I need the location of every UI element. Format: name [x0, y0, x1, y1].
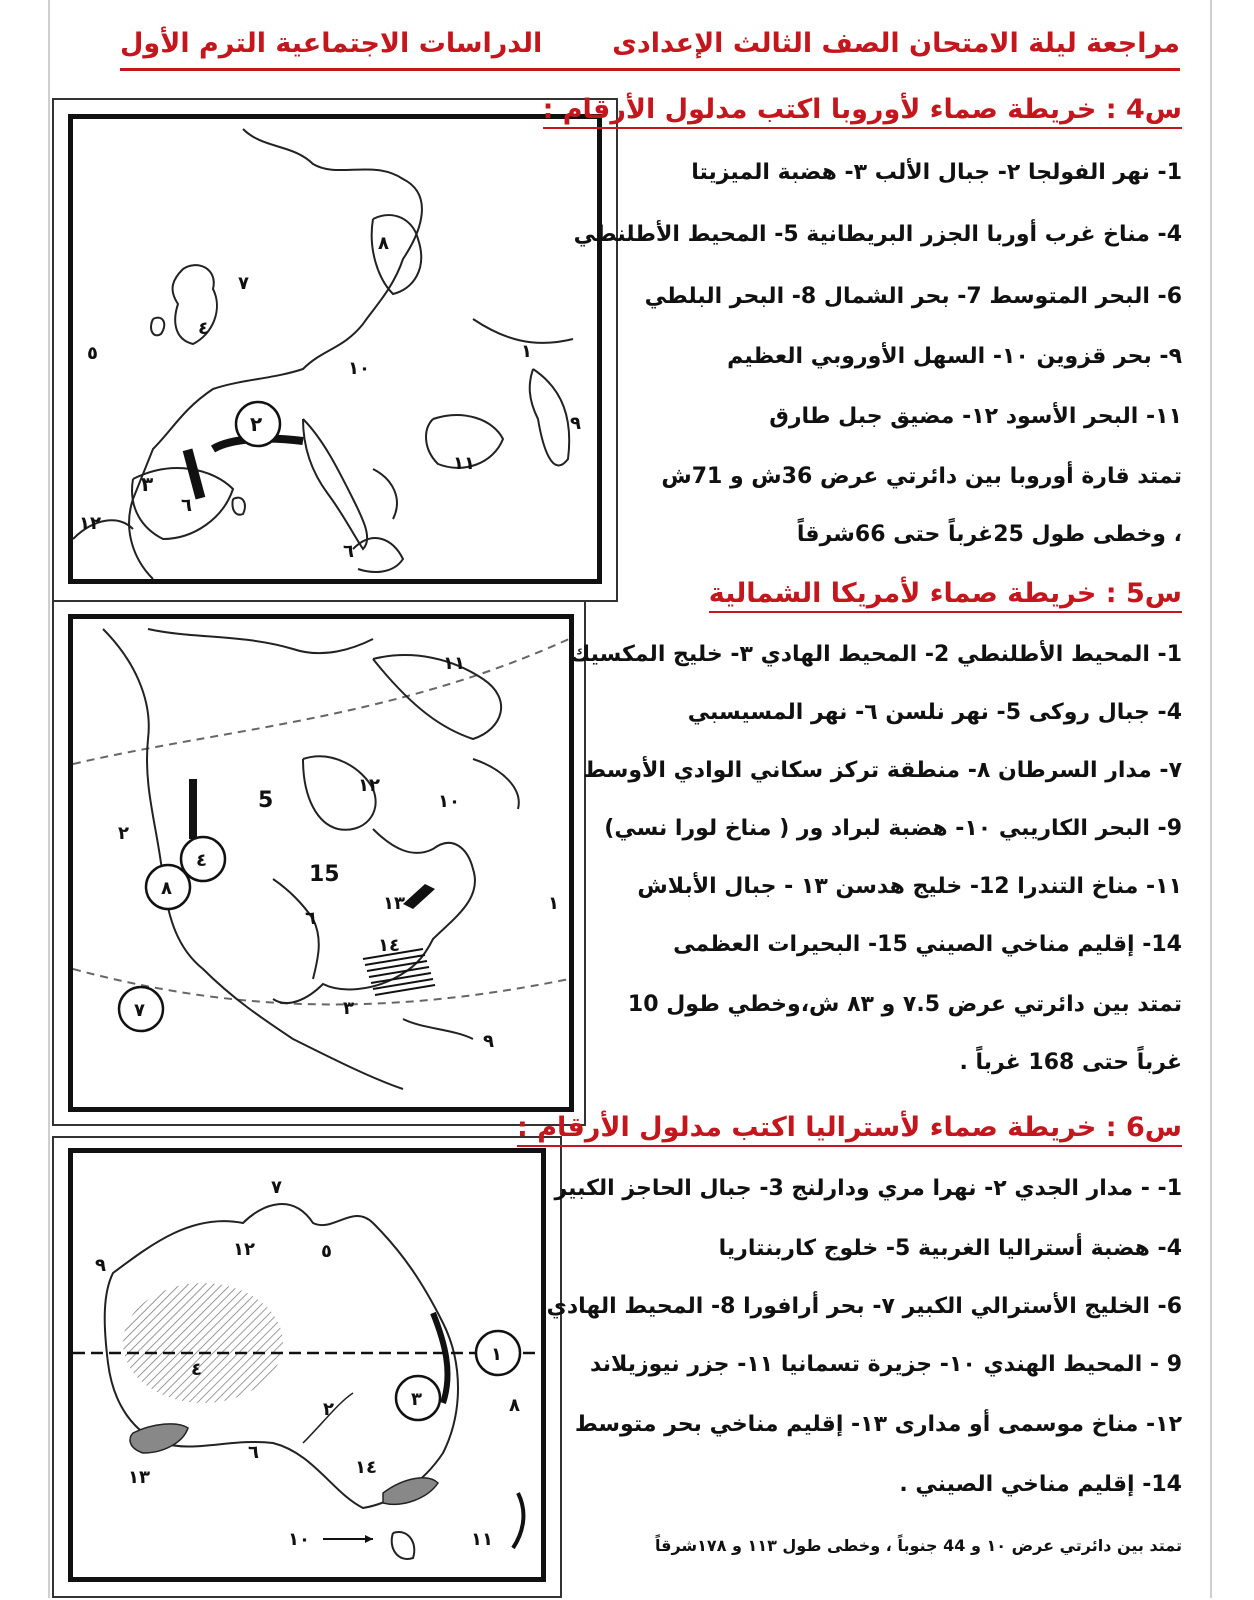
aus-map-label-7: ٧ [271, 1177, 282, 1198]
section4-title: س4 : خريطة صماء لأوروبا اكتب مدلول الأرقام : [543, 94, 1182, 129]
europe-map-label-5: ٥ [87, 343, 98, 364]
section6-line-6: 14- إقليم مناخي الصيني . [899, 1472, 1182, 1497]
na-map-label-15: 15 [309, 862, 340, 887]
europe-map-label-4: ٤ [198, 318, 209, 339]
australia-map-drawing [73, 1153, 541, 1577]
aus-map-label-13: ١٣ [128, 1467, 150, 1488]
europe-map-label-9: ٩ [570, 413, 581, 434]
section4-line-6: تمتد قارة أوروبا بين دائرتي عرض 36ش و 71ش [661, 464, 1182, 489]
aus-map-label-3: ٣ [411, 1389, 422, 1410]
section5-line-2: 4- جبال روكى 5- نهر نلسن ٦- نهر المسيسبي [687, 700, 1182, 725]
europe-map-label-3: ٣ [141, 472, 154, 496]
aus-map-label-1: ١ [491, 1344, 502, 1365]
section6-line-2: 4- هضبة أستراليا الغربية 5- خلوج كاربنتاريا [718, 1236, 1182, 1261]
na-map-label-10: ١٠ [438, 791, 460, 812]
aus-map-label-10: ١٠ [288, 1529, 310, 1550]
tasmania-arrow-head [365, 1535, 373, 1543]
europe-map-frame [52, 98, 618, 602]
na-map-label-7: ٧ [134, 1000, 145, 1021]
section4-line-1: 1- نهر الفولجا ٢- جبال الألب ٣- هضبة الميزيتا [691, 160, 1182, 185]
aus-map-label-6: ٦ [248, 1442, 259, 1463]
aus-map-label-5: ٥ [321, 1241, 332, 1262]
europe-map-label-2: ٢ [250, 412, 263, 436]
na-map-label-2: ٢ [118, 823, 129, 844]
section6-line-4: 9 - المحيط الهندي ١٠- جزيرة تسمانيا ١١- جزر نيوزيلاند [590, 1352, 1182, 1377]
section5-line-6: 14- إقليم مناخي الصيني 15- البحيرات العظمى [673, 932, 1182, 957]
aus-map-label-2: ٢ [323, 1399, 334, 1420]
europe-coastlines [73, 129, 573, 579]
section4-line-4: ٩- بحر قزوين ١٠- السهل الأوروبي العظيم [727, 344, 1182, 369]
section5-line-3: ٧- مدار السرطان ٨- منطقة تركز سكاني الوادي الأوسط [583, 758, 1182, 783]
aus-map-label-12: ١٢ [233, 1239, 255, 1260]
aus-map-label-14: ١٤ [355, 1457, 377, 1478]
europe-map-label-6: ٦ [181, 495, 192, 516]
page-header [120, 28, 1180, 72]
section5-title: س5 : خريطة صماء لأمريكا الشمالية [709, 578, 1182, 613]
section4-line-5: ١١- البحر الأسود ١٢- مضيق جبل طارق [769, 404, 1182, 429]
north-america-map-drawing [73, 619, 569, 1107]
europe-map-label-10: ١٠ [348, 358, 370, 379]
na-map-label-6: ٦ [305, 908, 316, 929]
header-title: مراجعة ليلة الامتحان الصف الثالث الإعدادى [612, 28, 1180, 59]
na-map-label-5: 5 [258, 788, 274, 813]
na-map-label-13: ١٣ [383, 893, 405, 914]
section4-line-3: 6- البحر المتوسط 7- بحر الشمال 8- البحر البلطي [644, 284, 1182, 309]
section5-line-1: 1- المحيط الأطلنطي 2- المحيط الهادي ٣- خليج المكسيك [570, 642, 1182, 667]
na-map-label-11: ١١ [443, 653, 465, 674]
western-plateau-hatch [123, 1283, 283, 1403]
na-map-label-3: ٣ [343, 998, 354, 1019]
europe-map-label-8: ٨ [378, 233, 389, 254]
section6-title: س6 : خريطة صماء لأستراليا اكتب مدلول الأرقام : [517, 1112, 1182, 1147]
section5-line-4: 9- البحر الكاريبي ١٠- هضبة لبراد ور ( مناخ لورا نسي) [604, 816, 1182, 841]
section6-line-3: 6- الخليج الأسترالي الكبير ٧- بحر أرافورا 8- المحيط الهادي [546, 1294, 1182, 1319]
section6-line-5: ١٢- مناخ موسمى أو مدارى ١٣- إقليم مناخي بحر متوسط [574, 1412, 1182, 1437]
europe-map-drawing [73, 119, 597, 579]
europe-map-label-11: ١١ [453, 453, 475, 474]
section6-line-7: تمتد بين دائرتي عرض ١٠ و 44 جنوباً ، وخطى طول ١١٣ و ١٧٨شرقاً [654, 1536, 1182, 1555]
europe-map [68, 114, 602, 584]
aus-map-label-11: ١١ [471, 1529, 493, 1550]
china-climate-region [383, 1478, 438, 1505]
na-map-label-14: ١٤ [378, 935, 400, 956]
section5-line-5: ١١- مناخ التندرا 12- خليج هدسن ١٣ - جبال الأبلاش [637, 874, 1182, 899]
europe-map-label-1: ١ [521, 341, 532, 362]
section4-line-2: 4- مناخ غرب أوربا الجزر البريطانية 5- المحيط الأطلنطي [573, 222, 1182, 247]
appalachian-mountains-mark [403, 884, 435, 909]
header-divider [120, 68, 1180, 71]
section6-line-1: 1- - مدار الجدي ٢- نهرا مري ودارلنج 3- جبال الحاجز الكبير [554, 1176, 1182, 1201]
na-map-label-1: ١ [548, 893, 559, 914]
europe-map-label-6b: ٦ [343, 541, 354, 562]
europe-map-label-12: ١٢ [79, 513, 101, 534]
pyrenees-mountain-mark [183, 449, 206, 500]
tasmania-outline [392, 1532, 415, 1559]
aus-map-label-8: ٨ [509, 1395, 520, 1416]
section5-line-7: تمتد بين دائرتي عرض ٧.5 و ٨٣ ش،وخطي طول 10 [627, 992, 1182, 1017]
north-america-map [68, 614, 574, 1112]
rocky-mountains-mark [189, 779, 197, 839]
section5-line-8: غرباً حتى 168 غرباً . [959, 1050, 1182, 1075]
aus-map-label-9: ٩ [95, 1255, 106, 1276]
new-zealand-mark [513, 1493, 523, 1548]
aus-map-label-4: ٤ [191, 1359, 202, 1380]
north-america-map-frame [52, 600, 586, 1126]
australia-map-frame [52, 1136, 562, 1598]
na-map-label-9: ٩ [483, 1031, 494, 1052]
section4-line-7: ، وخطى طول 25غرباً حتى 66شرقاً [796, 522, 1182, 547]
header-subject: الدراسات الاجتماعية الترم الأول [120, 28, 543, 59]
australia-map [68, 1148, 546, 1582]
na-map-label-4: ٤ [196, 850, 207, 871]
europe-map-label-7: ٧ [238, 273, 249, 294]
na-map-label-8: ٨ [161, 878, 172, 899]
north-america-coastlines [103, 629, 519, 1089]
na-map-label-12: ١٢ [358, 775, 380, 796]
